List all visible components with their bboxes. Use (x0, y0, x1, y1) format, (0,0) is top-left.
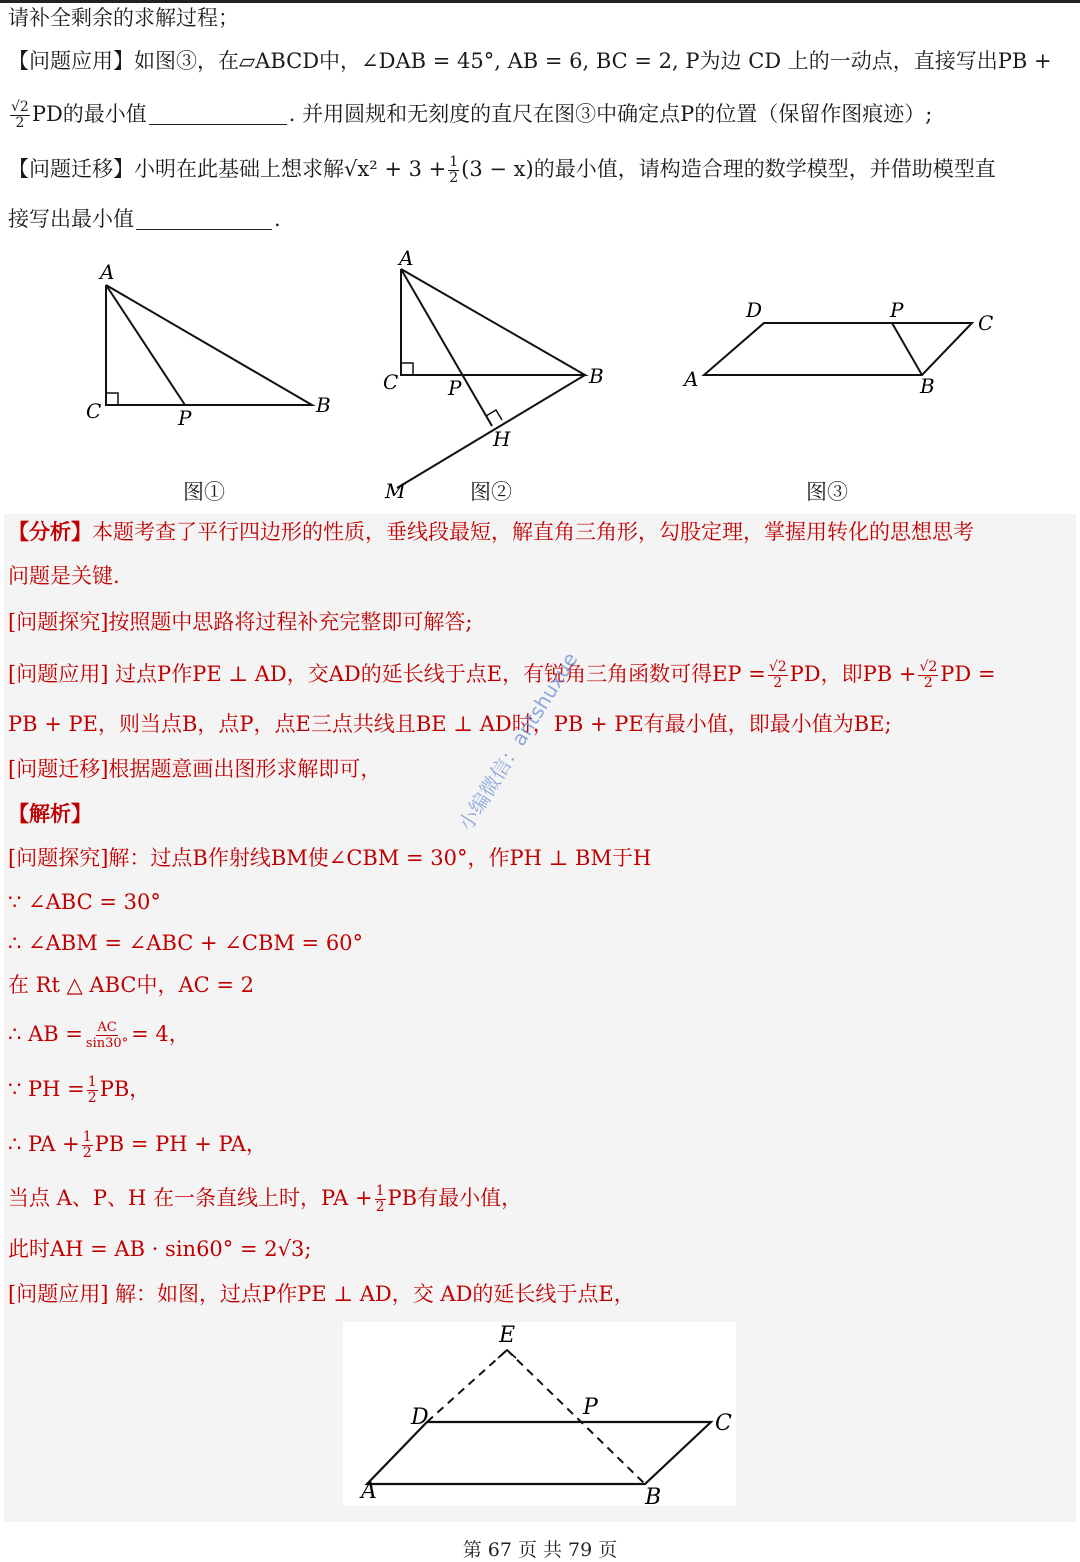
analysis-line-4: [问题应用] 过点P作PE ⊥ AD，交AD的延长线于点E，有锐角三角函数可得EP = $\frac{√2}{2}$ PD，即PB + $\frac{√2}{2}$ PD = (8, 659, 996, 691)
solution-line-4: 在 Rt △ ABC中，AC = 2 (8, 973, 255, 997)
fig3-caption: 图③ (806, 480, 848, 504)
fig1-label-B: B (316, 393, 331, 417)
fig2-label-B: B (589, 364, 604, 388)
question-transfer-cont: 接写出最小值 . (8, 207, 281, 231)
fig4-label-A: A (361, 1479, 377, 1504)
fig1-label-P: P (178, 406, 192, 430)
solution-line-5: ∴ AB = $\frac{AC}{\sin 30^\circ}$ = 4， (8, 1020, 190, 1051)
figure-1 (80, 255, 340, 435)
figure-3 (680, 295, 1000, 405)
fig4-label-P: P (583, 1395, 598, 1420)
fig2-label-A: A (399, 246, 414, 270)
fig4-label-E: E (499, 1323, 516, 1348)
fig1-label-A: A (100, 260, 115, 284)
page-footer: 第 67 页 共 79 页 (462, 1539, 618, 1561)
fig3-label-A: A (684, 367, 699, 391)
answer-blank-2[interactable] (136, 207, 272, 230)
fig2-caption: 图② (470, 480, 512, 504)
fig2-label-C: C (383, 370, 399, 394)
question-transfer: 【问题迁移】小明在此基础上想求解√x² + 3 + $\frac{1}{2}$ (3 − x)的最小值，请构造合理的数学模型，并借助模型直 (8, 154, 996, 186)
solution-head: 【解析】 (8, 801, 92, 826)
analysis-line-5: PB + PE，则当点B，点P，点E三点共线且BE ⊥ AD时，PB + PE有最小值，即最小值为BE; (8, 712, 892, 736)
solution-line-9: 此时AH = AB · sin60° = 2√3; (8, 1237, 312, 1261)
fig2-label-H: H (493, 427, 511, 451)
fig3-label-P: P (890, 298, 904, 322)
solution-line-7: ∴ PA + $\frac{1}{2}$ PB = PH + PA， (8, 1129, 267, 1161)
watermark: 小编微信：antshuxue (453, 647, 583, 835)
fig1-caption: 图① (183, 480, 225, 504)
figure-4 (343, 1322, 736, 1506)
fig2-label-P: P (448, 376, 462, 400)
analysis-line-2: 问题是关键. (8, 564, 120, 588)
figure-2 (375, 245, 615, 505)
analysis-line-3: [问题探究]按照题中思路将过程补充完整即可解答; (8, 610, 473, 634)
question-line-1: 请补全剩余的求解过程； (8, 6, 239, 30)
solution-line-6: ∵ PH = $\frac{1}{2}$ PB， (8, 1074, 151, 1106)
solution-line-3: ∴ ∠ABM = ∠ABC + ∠CBM = 60° (8, 931, 364, 955)
solution-line-2: ∵ ∠ABC = 30° (8, 890, 161, 914)
fig3-label-D: D (746, 298, 763, 322)
fig2-label-M: M (385, 479, 406, 503)
fig4-label-D: D (411, 1405, 429, 1430)
question-application: 【问题应用】如图③，在▱ABCD中，∠DAB = 45°, AB = 6, BC = 2, P为边 CD 上的一动点，直接写出PB + (8, 49, 1052, 73)
solution-line-10: [问题应用] 解：如图，过点P作PE ⊥ AD，交 AD的延长线于点E， (8, 1282, 635, 1306)
analysis-line-1: 【分析】本题考查了平行四边形的性质，垂线段最短，解直角三角形，勾股定理，掌握用转化的思想思考 (8, 519, 974, 544)
solution-line-1: [问题探究]解：过点B作射线BM使∠CBM = 30°，作PH ⊥ BM于H (8, 846, 652, 870)
analysis-line-6: [问题迁移]根据题意画出图形求解即可， (8, 757, 382, 781)
solution-line-8: 当点 A、P、H 在一条直线上时，PA + $\frac{1}{2}$ PB有最小值， (8, 1183, 523, 1215)
fig3-label-B: B (920, 374, 935, 398)
fig1-label-C: C (86, 399, 102, 423)
answer-blank-1[interactable] (149, 102, 287, 125)
fig4-label-C: C (715, 1411, 732, 1436)
figure-4-panel (343, 1322, 736, 1506)
fig3-label-C: C (978, 311, 994, 335)
question-application-cont: $\frac{√2}{2}$ PD的最小值 . 并用圆规和无刻度的直尺在图③中确定点P的位置（保留作图痕迹）; (11, 99, 933, 131)
top-rule (0, 0, 1080, 3)
fig4-label-B: B (645, 1485, 662, 1506)
